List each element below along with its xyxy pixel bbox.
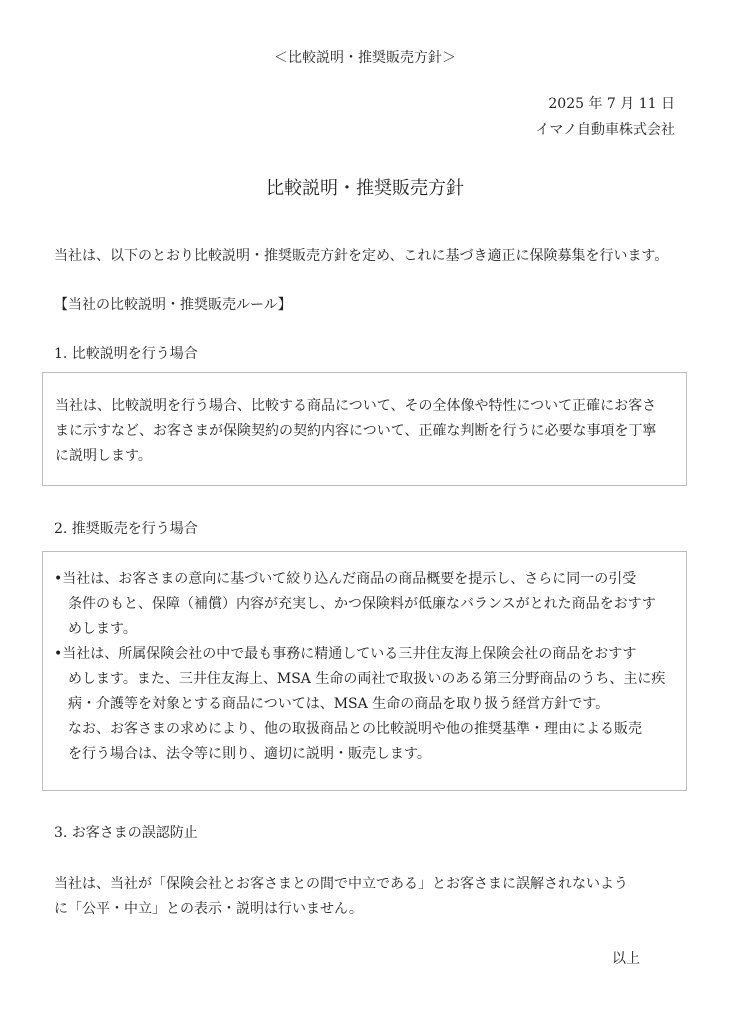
section1-line: まに示すなど、お客さまが保険契約の契約内容について、正確な判断を行うに必要な事項を丁寧 — [55, 423, 657, 439]
rules-heading: 【当社の比較説明・推奨販売ルール】 — [54, 297, 292, 313]
section2-line: なお、お客さまの求めにより、他の取扱商品との比較説明や他の推奨基準・理由による販売 — [54, 721, 642, 737]
section1-line: 当社は、比較説明を行う場合、比較する商品について、その全体像や特性について正確にお客さ — [55, 398, 657, 414]
page-title: 比較説明・推奨販売方針 — [266, 178, 464, 199]
section2-box — [42, 551, 687, 791]
section2-line: めします。また、三井住友海上、MSA 生命の両社で取扱いのある第三分野商品のうち、主に疾 — [54, 671, 666, 687]
document-header: ＜比較説明・推奨販売方針＞ — [274, 50, 456, 66]
section2-heading: 2. 推奨販売を行う場合 — [54, 521, 198, 537]
section1-line: に説明します。 — [55, 448, 152, 464]
section3-heading: 3. お客さまの誤認防止 — [54, 825, 198, 841]
section1-heading: 1. 比較説明を行う場合 — [54, 346, 198, 362]
section2-line: 条件のもと、保障（補償）内容が充実し、かつ保険料が低廉なバランスがとれた商品をおすす — [54, 596, 656, 612]
section3-line: 当社は、当社が「保険会社とお客さまとの間で中立である」とお客さまに誤解されないよう — [54, 876, 628, 892]
section2-line: •当社は、お客さまの意向に基づいて絞り込んだ商品の商品概要を提示し、さらに同一の引受 — [54, 571, 637, 587]
section2-line: めします。 — [54, 621, 137, 637]
document-date: 2025 年 7 月 11 日 — [548, 96, 675, 112]
closing-text: 以上 — [612, 951, 640, 967]
section2-line: を行う場合は、法令等に則り、適切に説明・販売します。 — [54, 746, 431, 762]
section1-box — [42, 372, 687, 486]
section3-text — [54, 872, 628, 922]
section2-line: •当社は、所属保険会社の中で最も事務に精通している三井住友海上保険会社の商品をおすす — [54, 646, 637, 662]
section3-line: に「公平・中立」との表示・説明は行いません。 — [54, 901, 363, 917]
section2-line: 病・介護等を対象とする商品については、MSA 生命の商品を取り扱う経営方針です。 — [54, 696, 610, 712]
company-name: イマノ自動車株式会社 — [535, 122, 675, 138]
intro-text: 当社は、以下のとおり比較説明・推奨販売方針を定め、これに基づき適正に保険募集を行います。 — [54, 248, 669, 264]
